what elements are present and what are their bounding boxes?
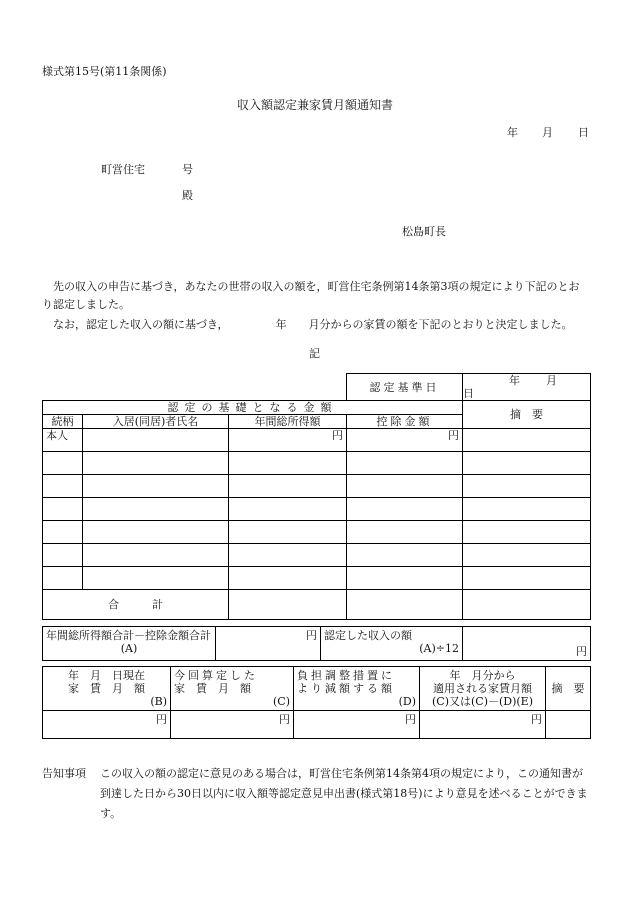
table-row — [43, 498, 591, 521]
certified-income-table — [42, 626, 591, 661]
rent-calculation-table — [42, 666, 591, 739]
relation-header: 続柄 — [43, 415, 83, 429]
rent-remarks-cell — [546, 711, 591, 739]
income-basis-table — [42, 373, 591, 620]
deduction-header: 控除金額 — [347, 415, 463, 429]
calculated-rent-line2: 家 賃 月 額 — [174, 682, 251, 695]
applied-rent-line3: (C)又は(C)－(D)(E) — [431, 695, 533, 708]
calculated-rent-yen-unit: 円 — [171, 711, 294, 739]
applied-rent-yen-unit: 円 — [420, 711, 546, 739]
basis-day-label: 日 — [463, 387, 475, 400]
para2-text-a: なお，認定した収入の額に基づき， — [53, 318, 229, 331]
first-row-relation: 本人 — [43, 429, 83, 452]
previous-rent-yen-unit: 円 — [43, 711, 171, 739]
basis-year-label: 年 — [509, 374, 521, 387]
deduction-yen-unit: 円 — [347, 429, 463, 452]
housing-number-label: 号 — [182, 163, 193, 176]
para2-text-b: 月分からの家賃の額を下記のとおりと決定しました。 — [308, 318, 573, 331]
table-row — [43, 521, 591, 544]
basis-month-label: 月 — [546, 374, 558, 387]
calculated-rent-line1: 今回算定した — [174, 669, 258, 682]
certified-income-yen-unit: 円 — [463, 627, 591, 661]
basis-section-header: 認定の基礎となる金額 — [43, 401, 463, 415]
remarks-header: 摘 要 — [463, 401, 591, 429]
table-row — [43, 475, 591, 498]
total-deduction-cell — [347, 590, 463, 620]
document-title: 収入額認定兼家賃月額通知書 — [236, 98, 393, 112]
remarks-cell — [463, 429, 591, 452]
reduction-line1: 負担調整措置に — [297, 669, 395, 682]
body-paragraph-1: 先の収入の申告に基づき，あなたの世帯の収入の額を，町営住宅条例第14条第3項の規定により下記のとおり認定しました。 — [42, 280, 580, 311]
name-header: 入居(同居)者氏名 — [83, 415, 229, 429]
form-number: 様式第15号(第11条関係) — [42, 65, 167, 78]
net-income-yen-unit: 円 — [216, 627, 321, 661]
previous-rent-line2: 家 賃 月 額 — [68, 682, 145, 695]
income-header: 年間総所得額 — [229, 415, 347, 429]
basis-date-value — [463, 374, 591, 401]
housing-label: 町営住宅 — [101, 163, 145, 176]
date-month-label: 月 — [542, 126, 553, 139]
notice-label: 告知事項 — [42, 767, 86, 780]
reduction-code: (D) — [398, 695, 416, 708]
certified-income-label: 認定した収入の額 — [324, 629, 412, 642]
income-yen-unit: 円 — [229, 429, 347, 452]
applied-rent-line1: 年 月分から — [449, 669, 516, 682]
table-row — [43, 544, 591, 567]
table-row — [43, 429, 591, 452]
resident-name-cell — [83, 429, 229, 452]
net-income-label: 年間総所得額合計－控除金額合計 — [46, 629, 211, 642]
rent-remarks-header: 摘 要 — [546, 667, 591, 711]
calculated-rent-code: (C) — [273, 695, 290, 708]
net-income-code: (A) — [120, 642, 138, 655]
previous-rent-code: (B) — [150, 695, 167, 708]
date-year-label: 年 — [507, 126, 518, 139]
reduction-yen-unit: 円 — [294, 711, 420, 739]
recipient-honorific: 殿 — [182, 189, 193, 202]
para2-year-label: 年 — [275, 318, 287, 331]
issuer-name: 松島町長 — [402, 225, 446, 238]
calculated-rent-header — [171, 667, 294, 711]
total-income-cell — [229, 590, 347, 620]
table-row — [43, 567, 591, 590]
reduction-line2: より減額する額 — [297, 682, 395, 695]
reduction-header — [294, 667, 420, 711]
previous-rent-line1: 年 月 日現在 — [68, 669, 145, 682]
certified-income-formula: (A)÷12 — [419, 642, 459, 655]
table-row — [43, 711, 591, 739]
previous-rent-header — [43, 667, 171, 711]
basis-spacer — [43, 374, 347, 401]
table-row — [43, 452, 591, 475]
applied-rent-header — [420, 667, 546, 711]
total-label: 合 計 — [43, 590, 229, 620]
total-row — [43, 590, 591, 620]
basis-date-label: 認定基準日 — [347, 374, 463, 401]
body-paragraph-2 — [42, 316, 590, 334]
net-income-label-cell — [43, 627, 216, 661]
ki-label: 記 — [309, 347, 320, 360]
total-remarks-cell — [463, 590, 591, 620]
date-day-label: 日 — [578, 126, 589, 139]
notice-text: この収入の額の認定に意見のある場合は，町営住宅条例第14条第4項の規定により，この通知書が到達した日から30日以内に収入額等認定意見申出書(様式第18号)により意見を述べることができます。 — [100, 767, 588, 820]
certified-income-label-cell — [321, 627, 463, 661]
applied-rent-line2: 適用される家賃月額 — [433, 682, 532, 695]
